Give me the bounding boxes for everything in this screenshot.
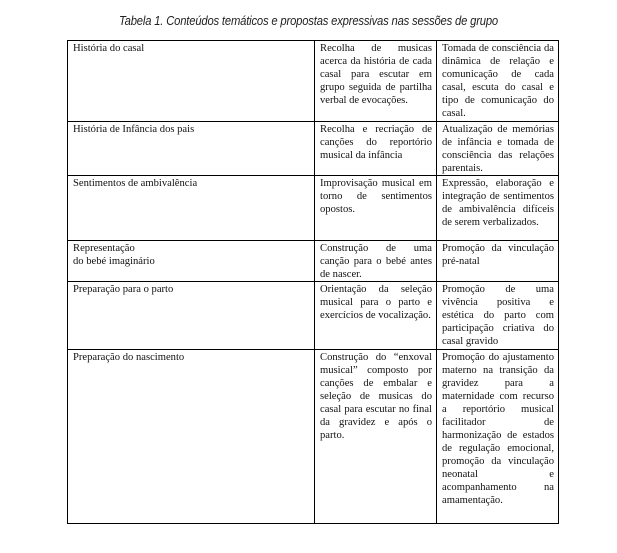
table-row [68, 122, 559, 176]
proposal-cell: Construção do “enxoval musical” composto por canções de embalar e seleção de musicas do casal para escutar no final da gravidez e após o parto. [315, 350, 437, 524]
objective-cell: Expressão, elaboração e integração de sentimentos de ambivalência difíceis de serem verbalizados. [437, 176, 559, 241]
theme-cell: Preparação do nascimento [68, 350, 315, 524]
objective-cell: Atualização de memórias de infância e tomada de consciência das relações parentais. [437, 122, 559, 176]
objective-cell: Promoção do ajustamento materno na transição da gravidez para a maternidade com recurso a reportório musical facilitador de harmonização de estados de regulação emocional, promoção da vinculação neonatal e acompanhamento na amamentação. [437, 350, 559, 524]
proposal-cell: Construção de uma canção para o bebé antes de nascer. [315, 241, 437, 282]
theme-line: do bebé imaginário [73, 256, 155, 267]
theme-cell [68, 241, 315, 282]
objective-cell: Tomada de consciência da dinâmica de relação e comunicação de cada casal, escuta do casal e tipo de comunicação do casal. [437, 41, 559, 122]
theme-line: Representação [73, 243, 135, 254]
theme-cell: Preparação para o parto [68, 282, 315, 350]
table-row [68, 241, 559, 282]
table-row [68, 350, 559, 524]
theme-cell: História de Infância dos pais [68, 122, 315, 176]
proposal-cell: Orientação da seleção musical para o parto e exercícios de vocalização. [315, 282, 437, 350]
table-caption: Tabela 1. Conteúdos temáticos e propostas expressivas nas sessões de grupo [118, 14, 498, 28]
objective-cell: Promoção de uma vivência positiva e estética do parto com participação criativa do casal gravido [437, 282, 559, 350]
table-row [68, 41, 559, 122]
proposal-cell: Recolha e recriação de canções do reportório musical da infância [315, 122, 437, 176]
table-row [68, 176, 559, 241]
theme-cell: Sentimentos de ambivalência [68, 176, 315, 241]
thematic-contents-table [67, 40, 559, 524]
proposal-cell: Improvisação musical em torno de sentimentos opostos. [315, 176, 437, 241]
table-row [68, 282, 559, 350]
theme-cell: História do casal [68, 41, 315, 122]
objective-cell: Promoção da vinculação pré-natal [437, 241, 559, 282]
proposal-cell: Recolha de musicas acerca da história de cada casal para escutar em grupo seguida de partilha verbal de evocações. [315, 41, 437, 122]
